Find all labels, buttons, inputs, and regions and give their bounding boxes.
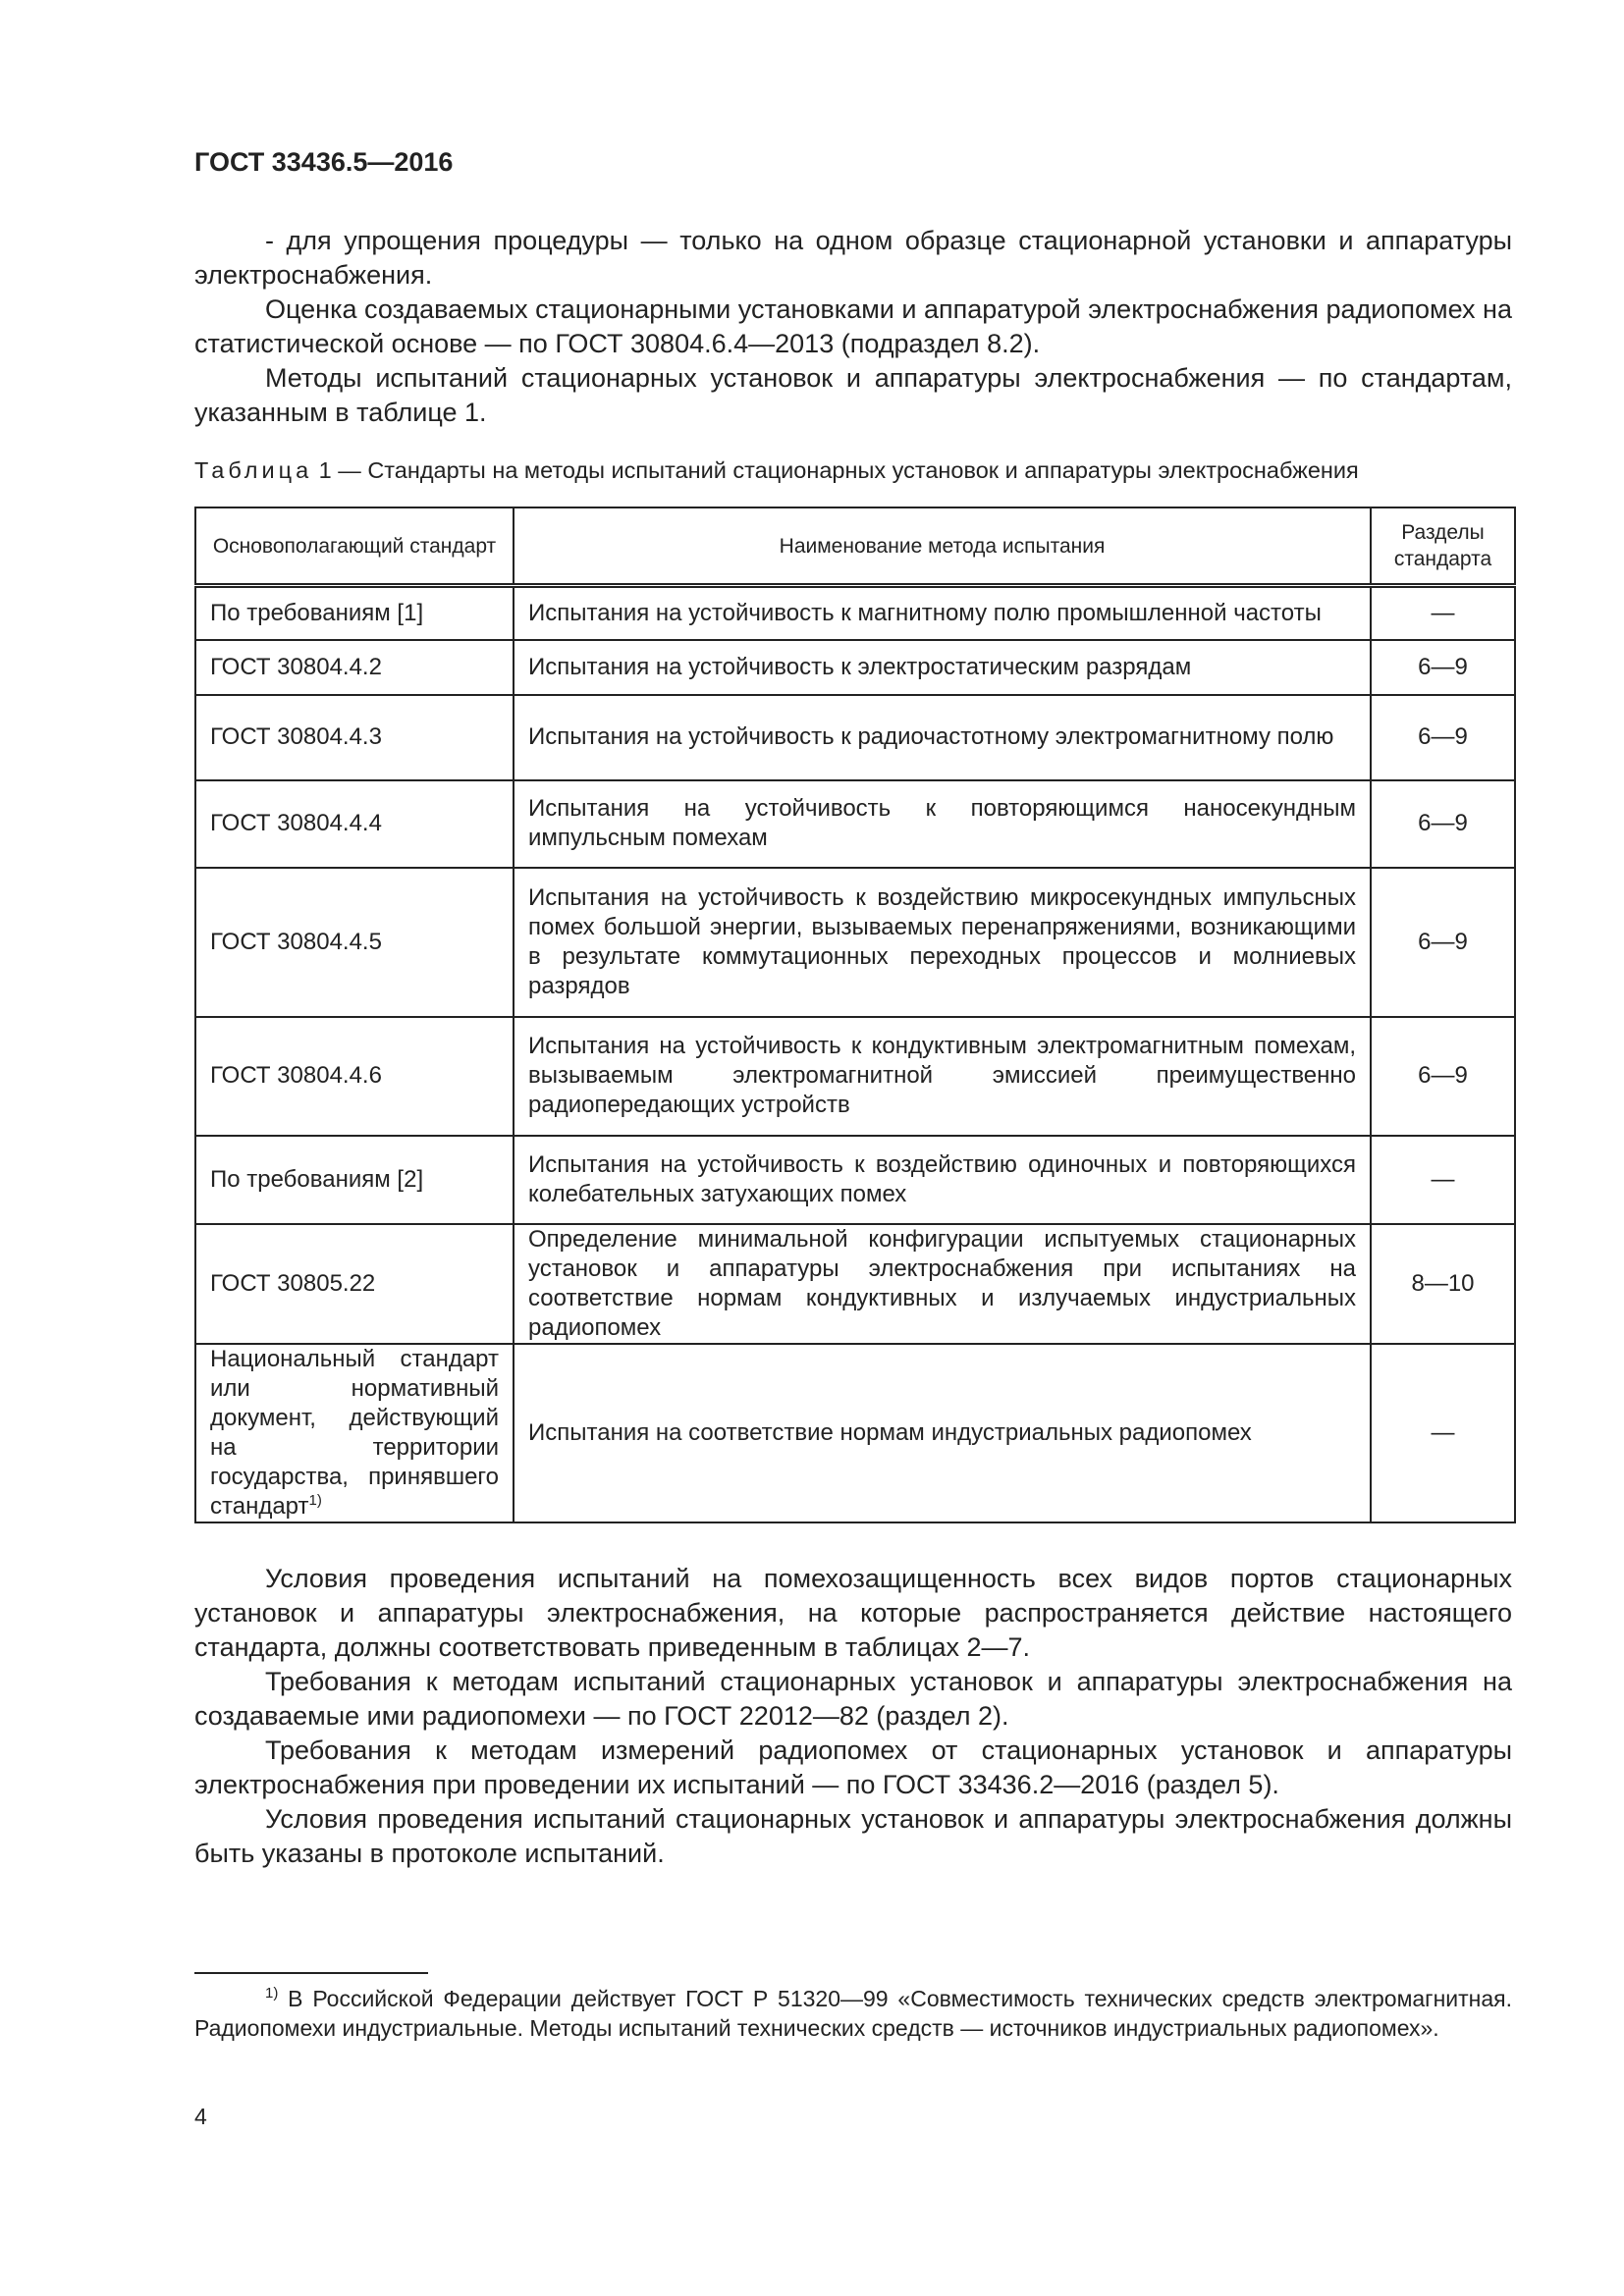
cell-method: Определение минимальной конфигурации испытуемых стационарных установок и аппаратуры электроснабжения при испытаниях на соответствие нормам кондуктивных и излучаемых индустриальных радиопомех — [514, 1224, 1371, 1344]
paragraph: Условия проведения испытаний на помехозащищенность всех видов портов стационарных установок и аппаратуры электроснабжения, на которые распространяется действие настоящего стандарта, должны соответствовать приведенным в таблицах 2—7. — [194, 1564, 1512, 1662]
cell-method: Испытания на устойчивость к воздействию микросекундных импульсных помех большой энергии, вызываемых перенапряжениями, возникающими в результате коммутационных переходных процессов и молниевых разрядов — [514, 868, 1371, 1017]
cell-sections: 6—9 — [1371, 780, 1515, 868]
footnote — [194, 1984, 1512, 2043]
standards-table — [194, 507, 1516, 1523]
table-caption-label: Таблица — [194, 457, 313, 483]
header-method-name: Наименование метода испытания — [514, 507, 1371, 586]
intro-text — [194, 224, 1512, 430]
cell-sections: 6—9 — [1371, 1017, 1515, 1136]
paragraph: Требования к методам измерений радиопомех от стационарных установок и аппаратуры электроснабжения при проведении их испытаний — по ГОСТ 33436.2—2016 (раздел 5). — [194, 1735, 1512, 1799]
cell-sections: — — [1371, 586, 1515, 640]
cell-standard: ГОСТ 30804.4.5 — [195, 868, 514, 1017]
paragraph: Методы испытаний стационарных установок и аппаратуры электроснабжения — по стандартам, указанным в таблице 1. — [194, 363, 1512, 427]
paragraph: Требования к методам испытаний стационарных установок и аппаратуры электроснабжения на создаваемые ими радиопомехи — по ГОСТ 22012—82 (раздел 2). — [194, 1667, 1512, 1731]
header-sections: Разделы стандарта — [1371, 507, 1515, 586]
cell-method: Испытания на устойчивость к радиочастотному электромагнитному полю — [514, 695, 1371, 780]
table-header-row — [195, 507, 1515, 586]
cell-method: Испытания на устойчивость к кондуктивным электромагнитным помехам, вызываемым электромагнитной эмиссией преимущественно радиопередающих устройств — [514, 1017, 1371, 1136]
cell-standard: ГОСТ 30804.4.3 — [195, 695, 514, 780]
paragraph: - для упрощения процедуры — только на одном образце стационарной установки и аппаратуры электроснабжения. — [194, 226, 1512, 290]
table-row — [195, 1344, 1515, 1522]
cell-method: Испытания на устойчивость к магнитному полю промышленной частоты — [514, 586, 1371, 640]
cell-sections: 8—10 — [1371, 1224, 1515, 1344]
cell-standard — [195, 1344, 514, 1522]
cell-standard: ГОСТ 30805.22 — [195, 1224, 514, 1344]
table-row — [195, 780, 1515, 868]
table-row — [195, 586, 1515, 640]
table-caption — [194, 457, 1359, 484]
footnote-marker: 1) — [265, 1985, 279, 2002]
paragraph: Условия проведения испытаний стационарных установок и аппаратуры электроснабжения должны быть указаны в протоколе испытаний. — [194, 1804, 1512, 1868]
cell-standard: ГОСТ 30804.4.2 — [195, 640, 514, 695]
footnote-divider — [194, 1972, 428, 1974]
cell-method: Испытания на устойчивость к воздействию одиночных и повторяющихся колебательных затухающих помех — [514, 1136, 1371, 1224]
table-row — [195, 1224, 1515, 1344]
table-row — [195, 1017, 1515, 1136]
cell-standard: По требованиям [2] — [195, 1136, 514, 1224]
cell-sections: — — [1371, 1136, 1515, 1224]
body-text — [194, 1562, 1512, 1871]
cell-sections: 6—9 — [1371, 640, 1515, 695]
table-caption-text: 1 — Стандарты на методы испытаний стационарных установок и аппаратуры электроснабжения — [312, 457, 1359, 483]
cell-standard: ГОСТ 30804.4.4 — [195, 780, 514, 868]
cell-sections: 6—9 — [1371, 868, 1515, 1017]
cell-standard: По требованиям [1] — [195, 586, 514, 640]
cell-method: Испытания на соответствие нормам индустриальных радиопомех — [514, 1344, 1371, 1522]
cell-method: Испытания на устойчивость к электростатическим разрядам — [514, 640, 1371, 695]
table-row — [195, 868, 1515, 1017]
document-header: ГОСТ 33436.5—2016 — [194, 147, 454, 177]
footnote-text: В Российской Федерации действует ГОСТ Р 51320—99 «Совместимость технических средств электромагнитная. Радиопомехи индустриальные. Методы испытаний технических средств — источников индустриальных радиопомех». — [194, 1986, 1512, 2041]
cell-sections: 6—9 — [1371, 695, 1515, 780]
cell-sections: — — [1371, 1344, 1515, 1522]
page-number: 4 — [194, 2104, 207, 2129]
table-row — [195, 640, 1515, 695]
cell-method: Испытания на устойчивость к повторяющимся наносекундным импульсным помехам — [514, 780, 1371, 868]
header-base-standard: Основополагающий стандарт — [195, 507, 514, 586]
cell-standard-text: Национальный стандарт или нормативный документ, действующий на территории государства, принявшего стандарт — [210, 1345, 499, 1520]
cell-standard: ГОСТ 30804.4.6 — [195, 1017, 514, 1136]
paragraph: Оценка создаваемых стационарными установками и аппаратурой электроснабжения радиопомех на статистической основе — по ГОСТ 30804.6.4—2013 (подраздел 8.2). — [194, 294, 1512, 358]
footnote-ref: 1) — [308, 1491, 322, 1509]
table-row — [195, 1136, 1515, 1224]
table-row — [195, 695, 1515, 780]
